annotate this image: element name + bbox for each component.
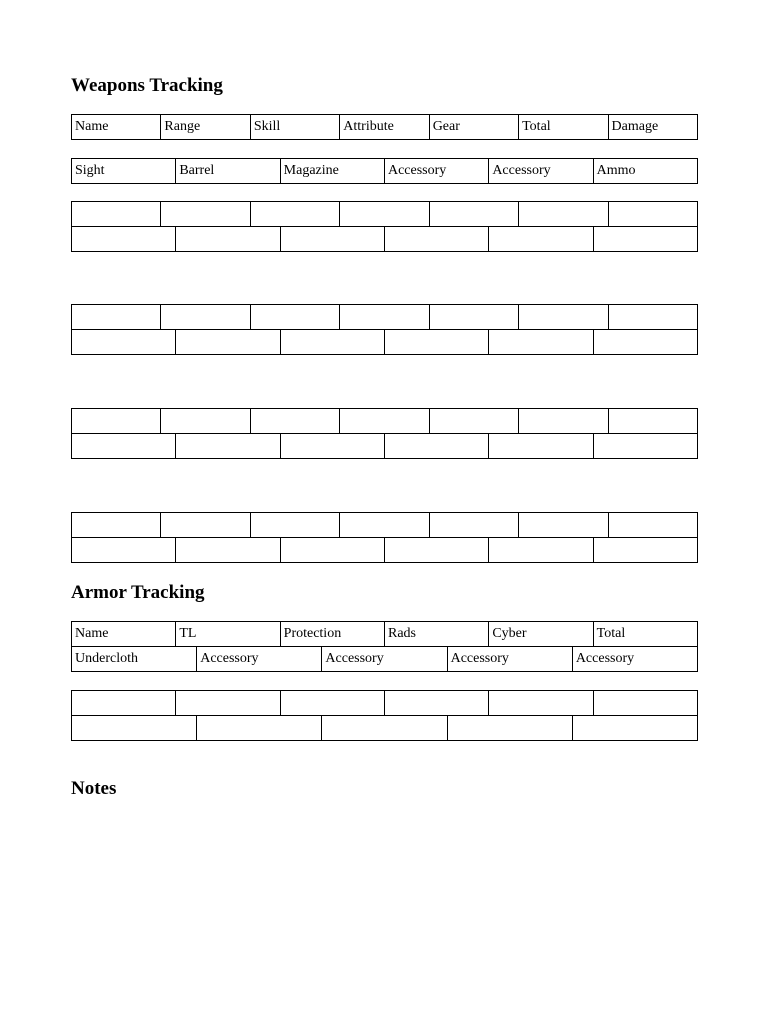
armor-entry-cell[interactable] [594, 691, 697, 715]
weapons-col-name: Name [72, 115, 161, 139]
weapon-entry-cell[interactable] [594, 434, 697, 458]
weapon-entry-cell[interactable] [72, 202, 161, 226]
weapons-col-sight: Sight [72, 159, 176, 183]
armor-entry-cell[interactable] [72, 716, 197, 740]
weapon-entry-cell[interactable] [519, 202, 608, 226]
weapon-entry-cell[interactable] [161, 202, 250, 226]
weapon-entry-cell[interactable] [281, 538, 385, 562]
weapon-entry-2-row-1 [71, 304, 698, 330]
armor-col-total: Total [596, 626, 626, 641]
weapons-header-row-1 [71, 114, 698, 140]
armor-entry-cell[interactable] [489, 691, 593, 715]
armor-tracking-heading: Armor Tracking [71, 582, 205, 603]
armor-entry-cell[interactable] [281, 691, 385, 715]
weapon-entry-cell[interactable] [251, 513, 340, 537]
weapons-col-ammo: Ammo [596, 163, 636, 178]
weapon-entry-cell[interactable] [281, 434, 385, 458]
weapon-entry-cell[interactable] [385, 538, 489, 562]
weapon-entry-cell[interactable] [72, 330, 176, 354]
armor-col-cyber: Cyber [489, 622, 593, 646]
weapons-col-accessory-1: Accessory [385, 159, 489, 183]
weapon-entry-cell[interactable] [281, 330, 385, 354]
armor-entry-cell[interactable] [448, 716, 573, 740]
weapons-col-skill: Skill [251, 115, 340, 139]
weapons-col-magazine: Magazine [281, 159, 385, 183]
weapon-entry-cell[interactable] [176, 227, 280, 251]
armor-col-accessory-2: Accessory [322, 647, 447, 671]
armor-col-rads: Rads [385, 622, 489, 646]
weapon-entry-cell[interactable] [72, 305, 161, 329]
weapon-entry-1-row-2 [71, 227, 698, 252]
armor-entry-1-row-1 [71, 690, 698, 716]
weapons-col-damage: Damage [611, 119, 659, 134]
weapon-entry-cell[interactable] [161, 513, 250, 537]
weapons-col-barrel: Barrel [176, 159, 280, 183]
armor-col-accessory-1: Accessory [197, 647, 322, 671]
weapon-entry-cell[interactable] [72, 227, 176, 251]
weapon-entry-cell[interactable] [72, 434, 176, 458]
weapon-entry-cell[interactable] [489, 434, 593, 458]
weapon-entry-cell[interactable] [251, 202, 340, 226]
armor-col-undercloth: Undercloth [72, 647, 197, 671]
armor-entry-cell[interactable] [322, 716, 447, 740]
weapons-col-total: Total [519, 115, 608, 139]
weapon-entry-cell[interactable] [430, 305, 519, 329]
weapon-entry-4-row-2 [71, 538, 698, 563]
weapon-entry-cell[interactable] [430, 409, 519, 433]
notes-heading: Notes [71, 778, 117, 799]
weapon-entry-cell[interactable] [430, 513, 519, 537]
weapon-entry-cell[interactable] [176, 538, 280, 562]
weapon-entry-cell[interactable] [161, 409, 250, 433]
armor-col-name: Name [72, 622, 176, 646]
armor-col-accessory-4: Accessory [575, 651, 635, 666]
armor-col-tl: TL [176, 622, 280, 646]
weapon-entry-cell[interactable] [385, 434, 489, 458]
weapon-entry-cell[interactable] [594, 538, 697, 562]
weapons-header-row-2 [71, 158, 698, 184]
weapon-entry-cell[interactable] [72, 409, 161, 433]
weapon-entry-cell[interactable] [594, 227, 697, 251]
weapon-entry-cell[interactable] [281, 227, 385, 251]
weapon-entry-cell[interactable] [609, 305, 697, 329]
weapon-entry-cell[interactable] [609, 202, 697, 226]
weapon-entry-cell[interactable] [489, 330, 593, 354]
weapon-entry-cell[interactable] [385, 227, 489, 251]
weapons-col-accessory-2: Accessory [489, 159, 593, 183]
weapon-entry-3-row-1 [71, 408, 698, 434]
weapons-tracking-heading: Weapons Tracking [71, 75, 223, 96]
weapon-entry-cell[interactable] [594, 330, 697, 354]
weapon-entry-cell[interactable] [609, 409, 697, 433]
weapon-entry-cell[interactable] [340, 513, 429, 537]
weapon-entry-1-row-1 [71, 201, 698, 227]
weapon-entry-cell[interactable] [489, 227, 593, 251]
weapon-entry-cell[interactable] [340, 305, 429, 329]
armor-entry-cell[interactable] [72, 691, 176, 715]
weapon-entry-cell[interactable] [430, 202, 519, 226]
weapon-entry-cell[interactable] [519, 513, 608, 537]
armor-header-row-1 [71, 621, 698, 647]
weapon-entry-cell[interactable] [519, 305, 608, 329]
armor-entry-1-row-2 [71, 716, 698, 741]
weapon-entry-cell[interactable] [176, 434, 280, 458]
weapons-col-range: Range [161, 115, 250, 139]
weapon-entry-2-row-2 [71, 330, 698, 355]
weapon-entry-4-row-1 [71, 512, 698, 538]
weapon-entry-cell[interactable] [340, 409, 429, 433]
weapon-entry-cell[interactable] [385, 330, 489, 354]
weapon-entry-3-row-2 [71, 434, 698, 459]
armor-col-protection: Protection [281, 622, 385, 646]
weapon-entry-cell[interactable] [251, 409, 340, 433]
armor-entry-cell[interactable] [385, 691, 489, 715]
weapon-entry-cell[interactable] [251, 305, 340, 329]
armor-entry-cell[interactable] [176, 691, 280, 715]
weapon-entry-cell[interactable] [72, 538, 176, 562]
weapon-entry-cell[interactable] [161, 305, 250, 329]
weapon-entry-cell[interactable] [489, 538, 593, 562]
armor-col-accessory-3: Accessory [448, 647, 573, 671]
weapons-col-attribute: Attribute [340, 115, 429, 139]
weapons-col-gear: Gear [430, 115, 519, 139]
weapon-entry-cell[interactable] [519, 409, 608, 433]
weapon-entry-cell[interactable] [176, 330, 280, 354]
armor-entry-cell[interactable] [197, 716, 322, 740]
weapon-entry-cell[interactable] [609, 513, 697, 537]
armor-entry-cell[interactable] [573, 716, 697, 740]
weapon-entry-cell[interactable] [72, 513, 161, 537]
weapon-entry-cell[interactable] [340, 202, 429, 226]
armor-header-row-2 [71, 647, 698, 672]
